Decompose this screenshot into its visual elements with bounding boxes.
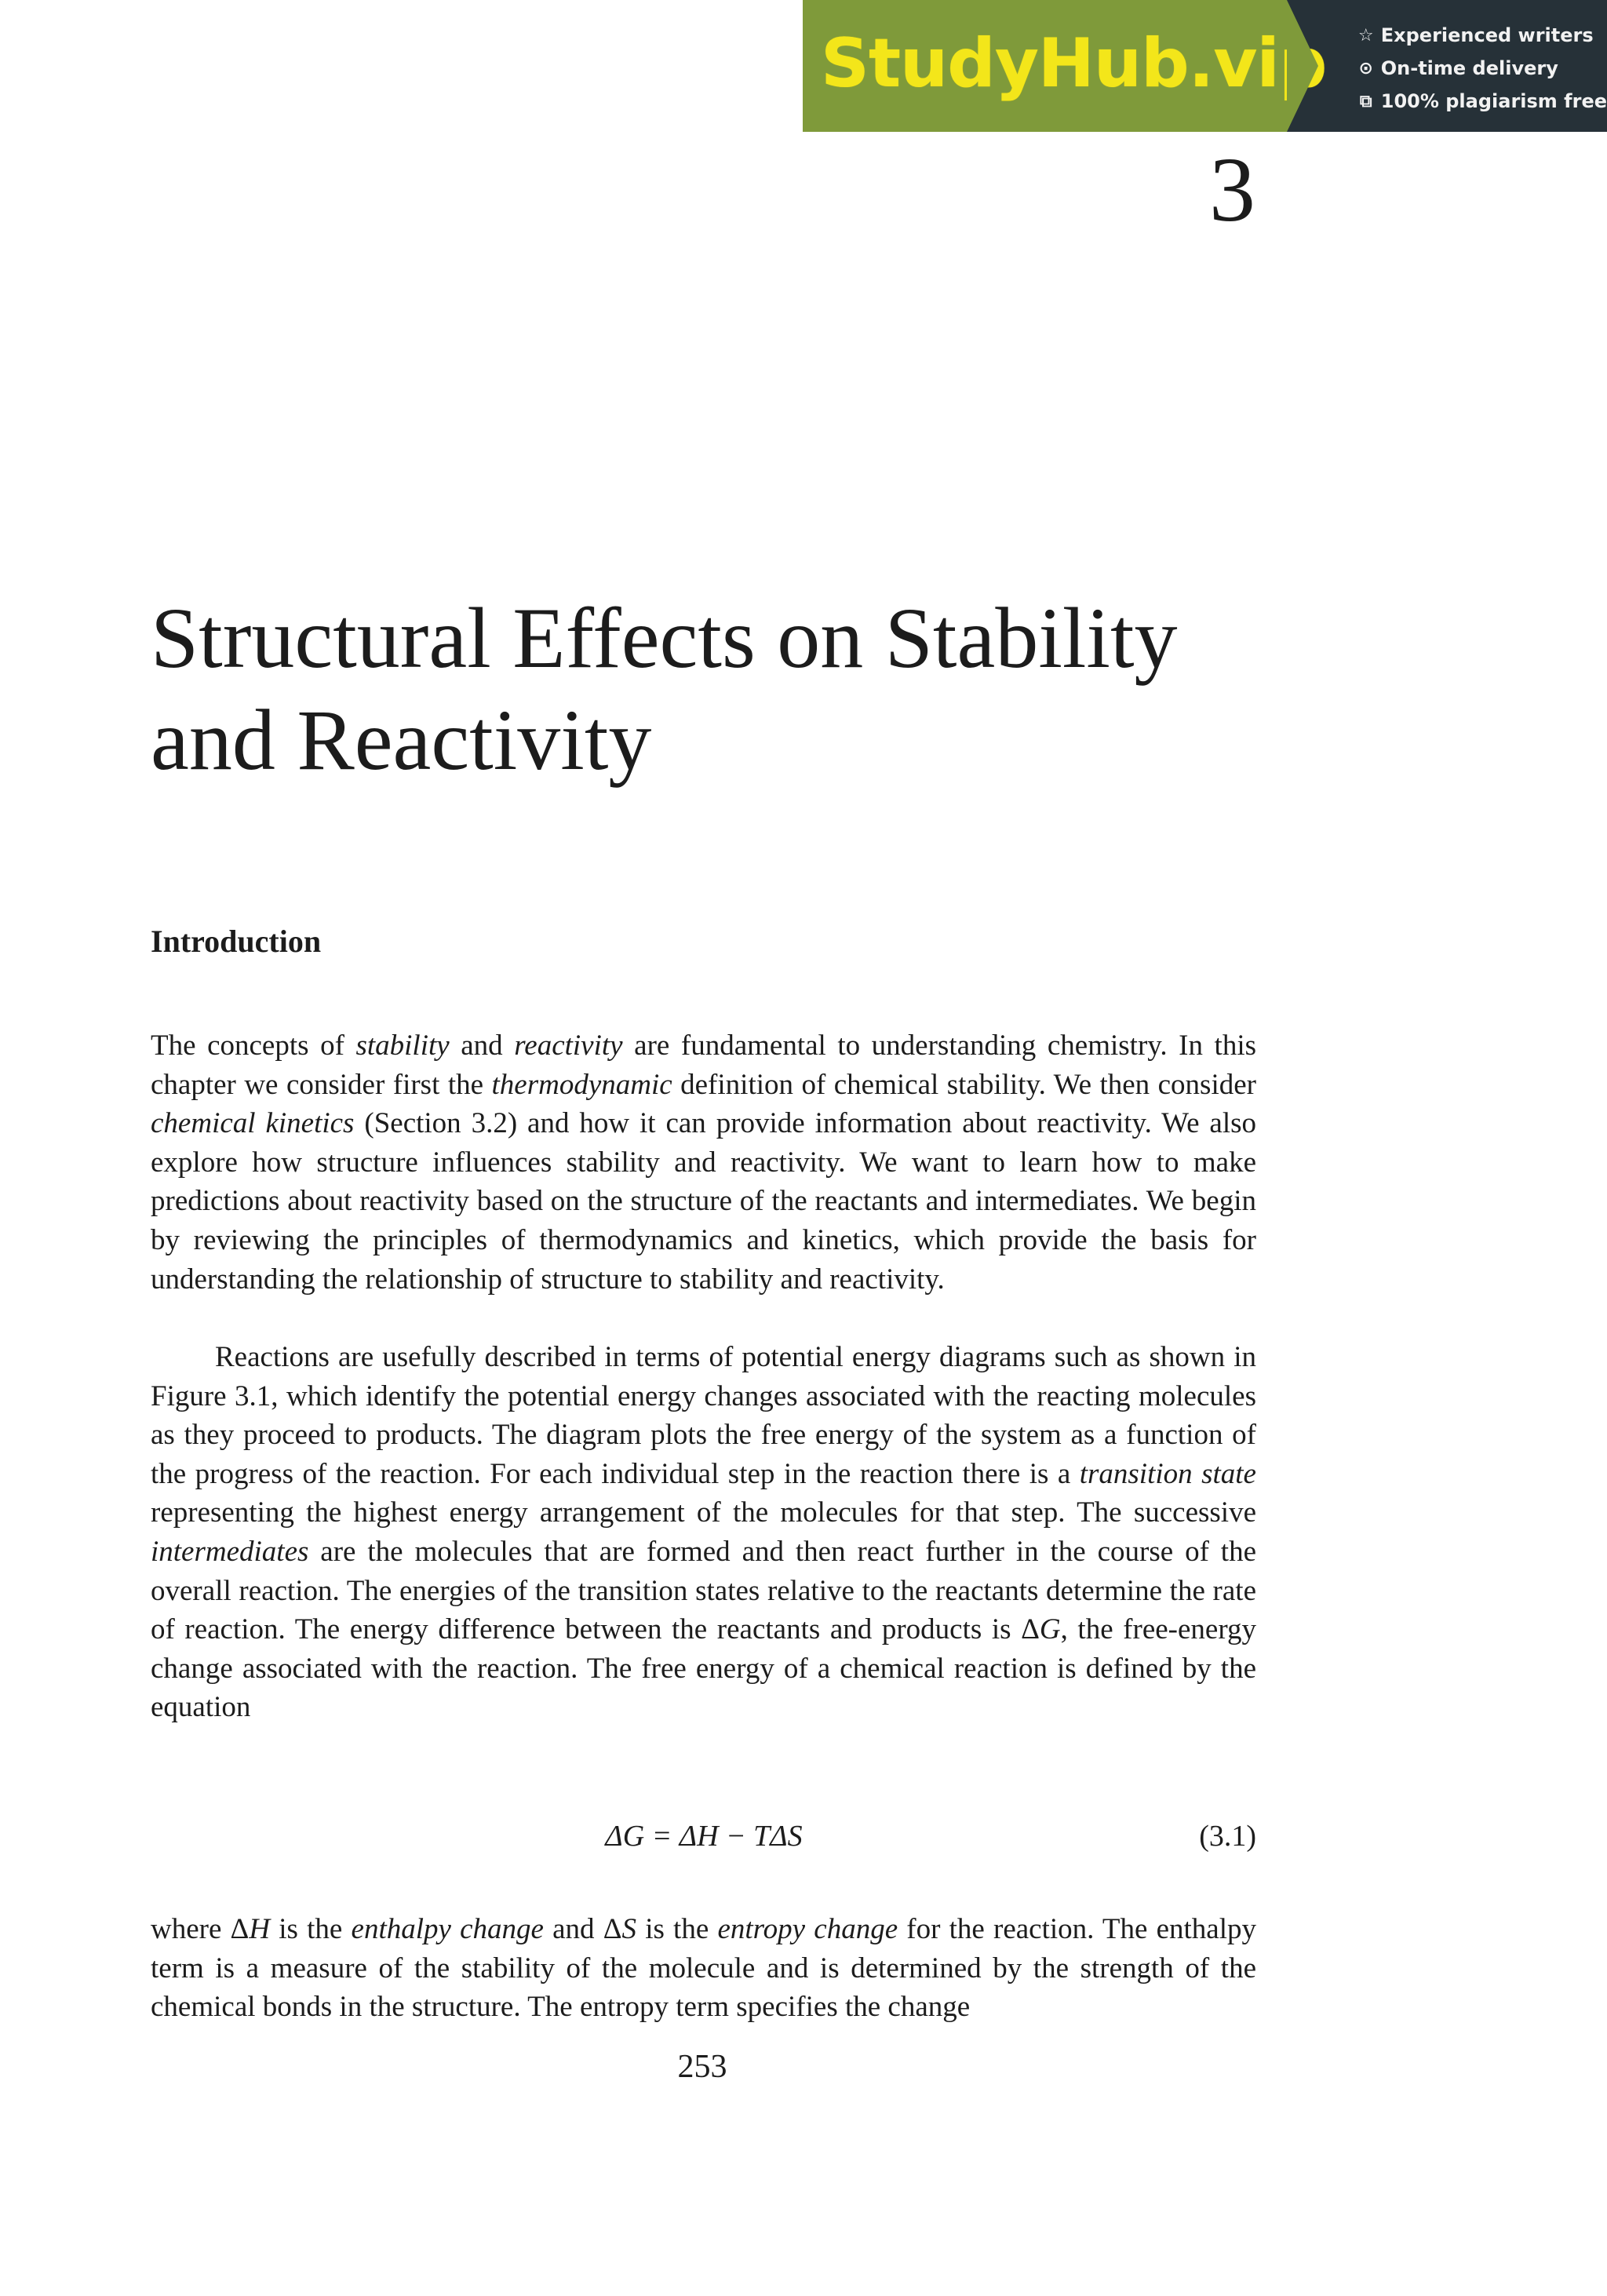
emphasis-term: stability — [355, 1030, 450, 1062]
emphasis-term: thermodynamic — [491, 1068, 672, 1101]
math-variable: G — [1039, 1613, 1061, 1646]
text-run: is the — [636, 1913, 718, 1945]
paragraph-3 — [151, 1910, 1256, 2027]
chapter-title — [151, 587, 1265, 791]
feature-label: On-time delivery — [1380, 57, 1558, 79]
emphasis-term: enthalpy change — [351, 1913, 544, 1945]
feature-experienced-writers — [1356, 19, 1607, 52]
text-run: are the molecules that are formed and then react further in the course of the overall reaction. The energies of the transition states relative to the reactants determine the rate of reaction. The energy difference between the reactants and products is Δ — [151, 1535, 1256, 1646]
copy-icon: ⧉ — [1359, 91, 1372, 111]
chapter-number: 3 — [1209, 138, 1255, 241]
emphasis-term: chemical kinetics — [151, 1107, 355, 1140]
text-run: representing the highest energy arrangement of the molecules for that step. The successive — [151, 1496, 1256, 1529]
math-variable: S — [621, 1913, 637, 1945]
equation-number: (3.1) — [1199, 1820, 1256, 1853]
text-run: for the reaction. The enthalpy term is a measure of the stability of the molecule and is determined by the strength of the chemical bonds in the structure. The entropy term specifies the change — [151, 1913, 1257, 2024]
text-run: where Δ — [151, 1913, 250, 1945]
feature-plagiarism-free — [1356, 85, 1607, 118]
text-run: Reactions are usefully described in terms of potential energy diagrams such as shown in Figure 3.1, which identify the potential energy changes associated with the reacting molecules as they proceed to products. The diagram plots the free energy of the system as a function of the progress of the reaction. For each individual step in the reaction there is a — [151, 1341, 1256, 1490]
text-run: The concepts of — [151, 1030, 356, 1062]
emphasis-term: entropy change — [717, 1913, 898, 1945]
feature-list — [1287, 0, 1607, 132]
brand-panel — [803, 0, 1327, 132]
emphasis-term: intermediates — [151, 1535, 309, 1568]
text-run: , the free-energy change associated with the reaction. The free energy of a chemical reaction is defined by the equation — [151, 1613, 1256, 1724]
feature-label: Experienced writers — [1380, 24, 1594, 46]
paragraph-2 — [151, 1338, 1256, 1727]
text-run: is the — [270, 1913, 352, 1945]
section-heading: Introduction — [151, 924, 322, 959]
text-run: definition of chemical stability. We then consider — [672, 1068, 1256, 1101]
feature-label: 100% plagiarism free — [1380, 90, 1607, 112]
text-run: and Δ — [543, 1913, 622, 1945]
math-variable: H — [249, 1913, 271, 1945]
chapter-title-line-1: Structural Effects on Stability — [151, 590, 1178, 686]
text-run: (Section 3.2) and how it can provide information about reactivity. We also explore how structure influences stability and reactivity. We want to learn how to make predictions about reactivity based on the structure of the reactants and intermediates. We begin by reviewing the principles of thermodynamics and kinetics, which provide the basis for understanding the relationship of structure to stability and reactivity. — [151, 1107, 1257, 1296]
paragraph-1 — [151, 1026, 1256, 1299]
emphasis-term: transition state — [1079, 1457, 1256, 1490]
feature-on-time-delivery — [1356, 52, 1607, 85]
emphasis-term: reactivity — [514, 1030, 623, 1062]
studyhub-banner[interactable] — [803, 0, 1607, 132]
equation-expression: ΔG = ΔH − TΔS — [605, 1820, 803, 1853]
text-run: and — [449, 1030, 515, 1062]
brand-logo: StudyHub.vip — [821, 24, 1327, 103]
page-number: 253 — [677, 2049, 727, 2085]
equation-3-1 — [151, 1819, 1256, 1866]
text-run: are fundamental to understanding chemistry. In this chapter we consider first the — [151, 1030, 1257, 1101]
chapter-title-line-2: and Reactivity — [151, 692, 652, 788]
star-icon: ☆ — [1357, 25, 1374, 46]
clock-icon: ⊙ — [1358, 58, 1373, 78]
